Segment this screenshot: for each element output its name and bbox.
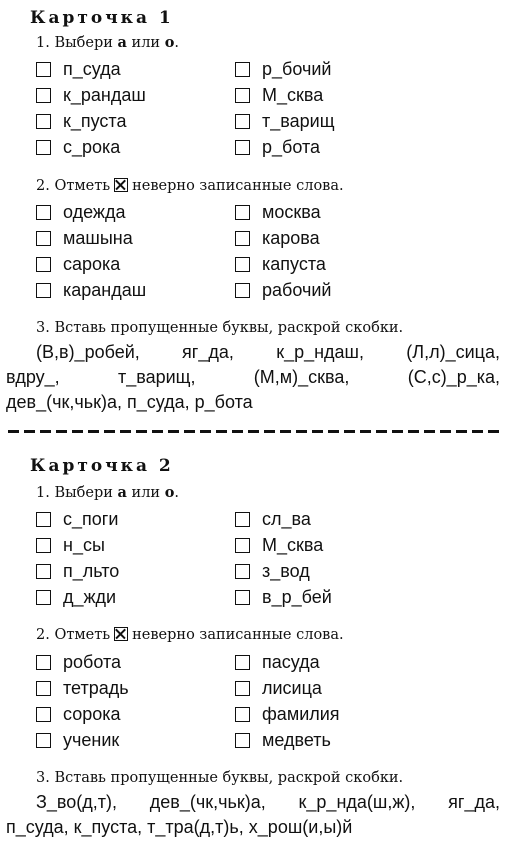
card-2-task-2-option[interactable]: ученик (36, 729, 119, 751)
card-1-task-2-option[interactable]: рабочий (235, 279, 331, 301)
checkbox-icon[interactable] (36, 538, 51, 553)
checkbox-icon[interactable] (235, 231, 250, 246)
card-2-task-2-option[interactable]: пасуда (235, 651, 320, 673)
checkbox-icon[interactable] (235, 88, 250, 103)
card-1-task-2-option[interactable]: машына (36, 227, 133, 249)
card-1-task-2-option[interactable]: карандаш (36, 279, 146, 301)
checkbox-icon[interactable] (235, 655, 250, 670)
card-1-task-1-option[interactable]: к_пуста (36, 110, 126, 132)
card-1-task-3-line: (В,в)_робей, яг_да, к_р_ндаш, (Л,л)_сица, (36, 342, 500, 362)
card-2-task-1-option[interactable]: п_льто (36, 560, 119, 582)
card-1-task-1-option[interactable]: п_суда (36, 58, 121, 80)
card-2-task-1-option[interactable]: сл_ва (235, 508, 311, 530)
card-2-task-1-option[interactable]: в_р_бей (235, 586, 332, 608)
card-2-task-2-option[interactable]: робота (36, 651, 121, 673)
card-1-task-1-option[interactable]: т_варищ (235, 110, 335, 132)
card-2-task-3-line: п_суда, к_пуста, т_тра(д,т)ь, х_рош(и,ы)й (6, 817, 353, 837)
card-2-task-2-option[interactable]: лисица (235, 677, 322, 699)
checkbox-icon[interactable] (235, 62, 250, 77)
checkbox-icon[interactable] (36, 231, 51, 246)
card-2-task-2-option[interactable]: медветь (235, 729, 331, 751)
card-1-task-1-option[interactable]: р_бота (235, 136, 320, 158)
checkbox-icon[interactable] (235, 590, 250, 605)
card-2-task-3-line: З_во(д,т), дев_(чк,чьк)а, к_р_нда(ш,ж), яг_да, (36, 792, 500, 812)
card-2-task-1-option[interactable]: н_сы (36, 534, 105, 556)
card-2-task-1-option[interactable]: д_жди (36, 586, 116, 608)
card-2-task-1-heading: 1. Выбери а или о. (36, 484, 179, 501)
checkbox-icon[interactable] (36, 733, 51, 748)
card-1-task-1-heading: 1. Выбери а или о. (36, 34, 179, 51)
checkbox-icon[interactable] (36, 512, 51, 527)
card-1-task-2-heading: 2. Отметь неверно записанные слова. (36, 178, 344, 194)
checkbox-icon[interactable] (235, 283, 250, 298)
card-1-task-2-option[interactable]: москва (235, 201, 321, 223)
card-1-task-1-option[interactable]: к_рандаш (36, 84, 146, 106)
checkbox-icon[interactable] (36, 590, 51, 605)
checkbox-icon[interactable] (36, 205, 51, 220)
checkbox-icon[interactable] (235, 681, 250, 696)
card-1-task-3-heading: 3. Вставь пропущенные буквы, раскрой скобки. (36, 320, 404, 336)
checkbox-icon[interactable] (235, 512, 250, 527)
card-2-task-3-heading: 3. Вставь пропущенные буквы, раскрой скобки. (36, 770, 404, 786)
checkbox-icon[interactable] (36, 62, 51, 77)
card-1-task-1-option[interactable]: с_рока (36, 136, 120, 158)
card-2-title: Карточка 2 (30, 456, 174, 476)
card-2-task-2-heading: 2. Отметь неверно записанные слова. (36, 627, 344, 643)
card-1-task-2-option[interactable]: одежда (36, 201, 125, 223)
checkbox-icon[interactable] (36, 114, 51, 129)
card-2-task-2-option[interactable]: тетрадь (36, 677, 129, 699)
checkbox-icon[interactable] (36, 707, 51, 722)
card-2-task-2-option[interactable]: фамилия (235, 703, 340, 725)
checkbox-icon[interactable] (235, 707, 250, 722)
checkbox-icon[interactable] (36, 564, 51, 579)
card-1-task-1-option[interactable]: М_сква (235, 84, 323, 106)
card-1-title: Карточка 1 (30, 8, 174, 28)
card-2-task-2-option[interactable]: сорока (36, 703, 121, 725)
card-1-task-3-line: дев_(чк,чьк)а, п_суда, р_бота (6, 392, 253, 412)
card-1-task-2-option[interactable]: карова (235, 227, 320, 249)
checkbox-icon[interactable] (235, 257, 250, 272)
card-2-task-1-option[interactable]: з_вод (235, 560, 310, 582)
card-1-task-2-option[interactable]: сарока (36, 253, 120, 275)
card-1-task-3-line: вдру_, т_варищ, (М,м)_сква, (С,с)_р_ка, (6, 367, 500, 387)
checkbox-icon[interactable] (36, 681, 51, 696)
crossed-checkbox-icon (114, 178, 128, 192)
checkbox-icon[interactable] (235, 538, 250, 553)
card-1-task-2-option[interactable]: капуста (235, 253, 326, 275)
card-2-task-1-option[interactable]: с_поги (36, 508, 118, 530)
card-2-task-1-option[interactable]: М_сква (235, 534, 323, 556)
checkbox-icon[interactable] (36, 655, 51, 670)
checkbox-icon[interactable] (36, 88, 51, 103)
checkbox-icon[interactable] (235, 114, 250, 129)
checkbox-icon[interactable] (36, 257, 51, 272)
checkbox-icon[interactable] (235, 564, 250, 579)
checkbox-icon[interactable] (235, 733, 250, 748)
checkbox-icon[interactable] (36, 140, 51, 155)
checkbox-icon[interactable] (235, 140, 250, 155)
cut-line-divider (8, 430, 500, 433)
checkbox-icon[interactable] (36, 283, 51, 298)
checkbox-icon[interactable] (235, 205, 250, 220)
crossed-checkbox-icon (114, 627, 128, 641)
card-1-task-1-option[interactable]: р_бочий (235, 58, 331, 80)
